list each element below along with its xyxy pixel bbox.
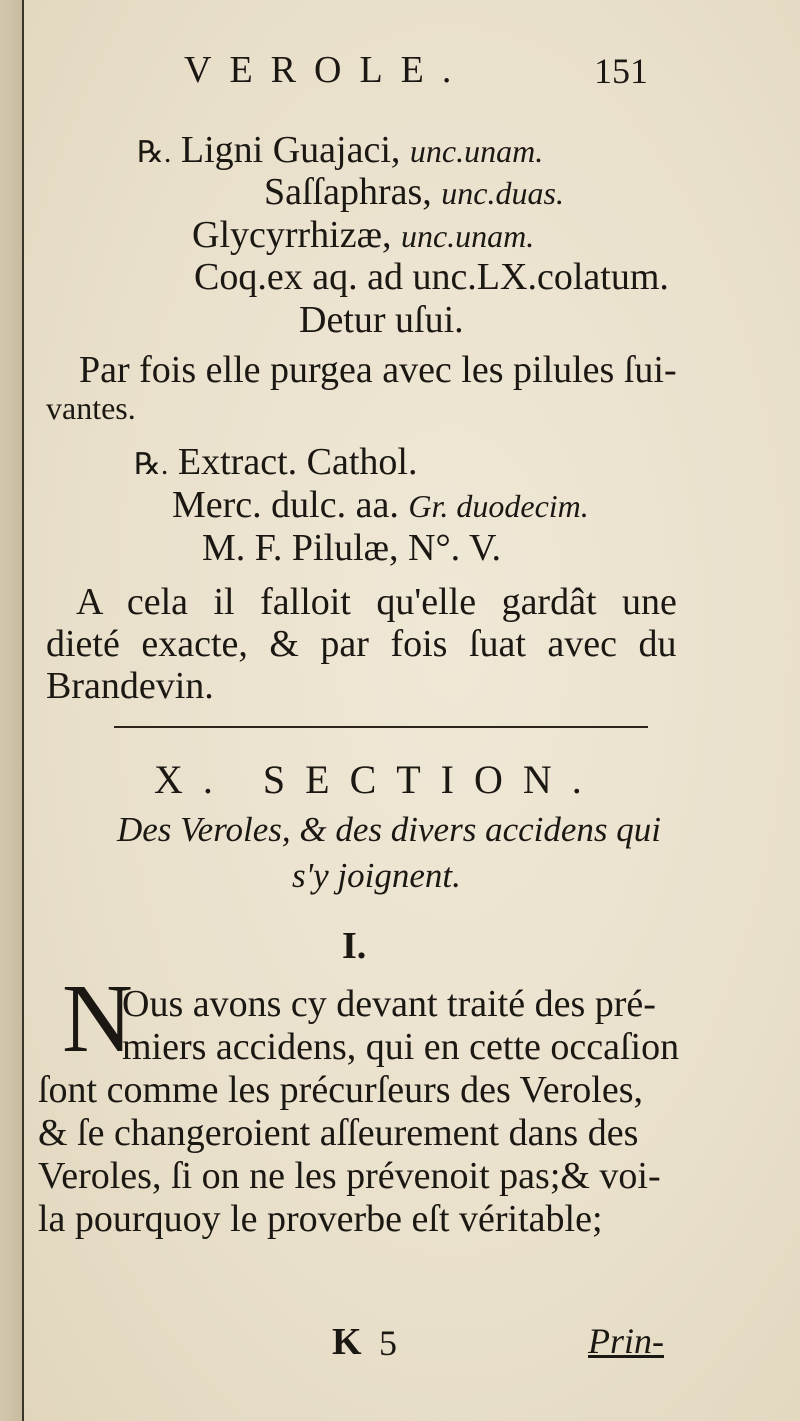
- section-subtitle: s'y joignent.: [292, 856, 461, 895]
- recipe2-line-2: [172, 483, 589, 527]
- drop-cap: N: [62, 965, 133, 1073]
- recipe2-line-3: M. F. Pilulæ, N°. V.: [202, 527, 502, 569]
- recipe-quantity: Gr. duodecim.: [408, 488, 589, 524]
- paragraph-numeral: I.: [342, 925, 367, 967]
- section-title: X. SECTION.: [154, 757, 602, 802]
- book-page: [22, 0, 800, 1421]
- signature-mark: K: [332, 1321, 362, 1363]
- paragraph-line: Ous avons cy devant traité des pré-: [122, 983, 656, 1025]
- page-gutter: [0, 0, 22, 1421]
- recipe-quantity: unc.duas.: [441, 175, 564, 211]
- page-number: 151: [594, 51, 648, 91]
- section-subtitle: Des Veroles, & des divers accidens qui: [117, 810, 662, 849]
- paragraph-line: Par fois elle purgea avec les pilules ſui-: [79, 349, 677, 391]
- recipe-ingredient: Merc. dulc. aa.: [172, 484, 399, 526]
- catchword: Prin-: [588, 1321, 664, 1361]
- paragraph-line: A cela il falloit qu'elle gardât une: [76, 581, 677, 623]
- signature-number: 5: [379, 1323, 397, 1363]
- recipe-symbol: ℞.: [137, 136, 172, 169]
- recipe-ingredient: Ligni Guajaci,: [180, 129, 401, 171]
- recipe-line-1: [137, 128, 543, 172]
- recipe2-line-1: [134, 440, 417, 484]
- paragraph-line: dieté exacte, & par fois ſuat avec du: [46, 623, 677, 665]
- recipe-line-4: Coq.ex aq. ad unc.LX.colatum.: [194, 256, 669, 298]
- recipe-ingredient: Saſſaphras,: [264, 171, 432, 213]
- recipe-line-2: [264, 170, 564, 214]
- recipe-symbol: ℞.: [134, 448, 169, 481]
- recipe-line-3: [192, 213, 534, 257]
- paragraph-line: Veroles, ſi on ne les prévenoit pas;& voi-: [38, 1155, 661, 1197]
- recipe-ingredient: Glycyrrhizæ,: [192, 214, 392, 256]
- paragraph-line: Brandevin.: [46, 665, 214, 707]
- running-title: VEROLE.: [184, 49, 470, 91]
- recipe-ingredient: Extract. Cathol.: [177, 441, 418, 483]
- paragraph-line: & ſe changeroient aſſeurement dans des: [38, 1112, 639, 1154]
- recipe-line-5: Detur uſui.: [299, 299, 464, 341]
- paragraph-line: miers accidens, qui en cette occaſion: [122, 1026, 680, 1068]
- section-rule: [114, 726, 648, 728]
- paragraph-line: vantes.: [46, 390, 136, 426]
- recipe-quantity: unc.unam.: [400, 218, 535, 254]
- recipe-quantity: unc.unam.: [409, 133, 544, 169]
- paragraph-line: la pourquoy le proverbe eſt véritable;: [38, 1198, 603, 1240]
- paragraph-line: ſont comme les précurſeurs des Veroles,: [38, 1069, 644, 1111]
